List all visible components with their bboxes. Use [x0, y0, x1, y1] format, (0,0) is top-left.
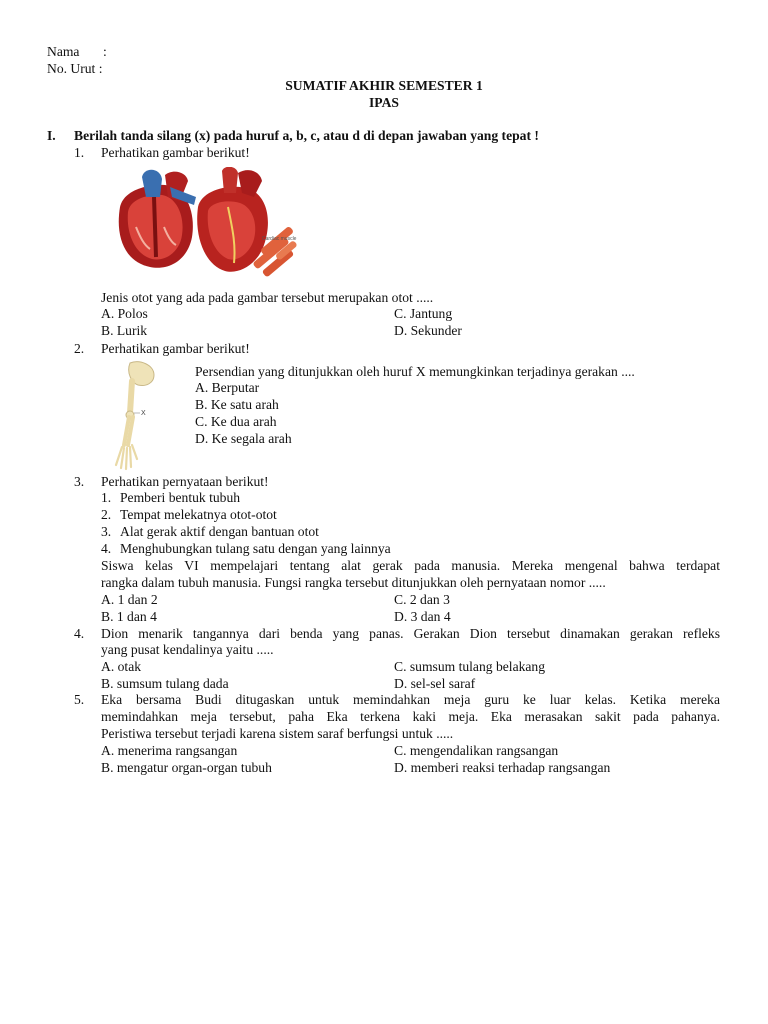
question-5-option-a: A. menerima rangsangan: [101, 743, 238, 758]
question-1-stem: Jenis otot yang ada pada gambar tersebut merupakan otot .....: [101, 290, 434, 305]
heart-illustration: [110, 167, 300, 285]
question-4-number: 4.: [74, 626, 85, 641]
question-5-option-b: B. mengatur organ-organ tubuh: [101, 760, 272, 775]
question-2-number: 2.: [74, 341, 85, 356]
question-1-number: 1.: [74, 145, 85, 160]
statement-4-number: 4.: [101, 541, 112, 556]
question-2-option-a: A. Berputar: [195, 380, 260, 395]
question-1-prompt: Perhatikan gambar berikut!: [101, 145, 250, 160]
question-3-option-a: A. 1 dan 2: [101, 592, 158, 607]
question-2-option-b: B. Ke satu arah: [195, 397, 279, 412]
question-4-stem-line-1: Dion menarik tangannya dari benda yang panas. Gerakan Dion tersebut dinamakan gerakan refleks: [101, 626, 720, 641]
question-2-option-d: D. Ke segala arah: [195, 431, 292, 446]
statement-3-text: Alat gerak aktif dengan bantuan otot: [120, 524, 319, 539]
question-3-prompt: Perhatikan pernyataan berikut!: [101, 474, 269, 489]
question-3-option-d: D. 3 dan 4: [394, 609, 451, 624]
arm-skeleton-illustration: [104, 359, 164, 471]
section-numeral: I.: [47, 128, 56, 143]
statement-2-number: 2.: [101, 507, 112, 522]
statement-3-number: 3.: [101, 524, 112, 539]
question-1-option-d: D. Sekunder: [394, 323, 462, 338]
question-3-option-c: C. 2 dan 3: [394, 592, 450, 607]
question-1-option-b: B. Lurik: [101, 323, 148, 338]
heart-exterior: [197, 167, 268, 272]
statement-4-text: Menghubungkan tulang satu dengan yang lainnya: [120, 541, 391, 556]
question-3-stem-line-2: rangka dalam tubuh manusia. Fungsi rangka tersebut ditunjukkan oleh pernyataan nomor .....: [101, 575, 606, 590]
heart-cross-section: [119, 170, 196, 268]
section-instruction: Berilah tanda silang (x) pada huruf a, b, c, atau d di depan jawaban yang tepat !: [74, 128, 539, 143]
question-5-stem-line-2: memindahkan meja tersebut, paha Eka terkena kaki meja. Eka merasakan sakit pada pahanya.: [101, 709, 720, 724]
question-5-stem-line-3: Peristiwa tersebut terjadi karena sistem saraf berfungsi untuk .....: [101, 726, 454, 741]
page-title: SUMATIF AKHIR SEMESTER 1: [285, 78, 483, 93]
statement-1-number: 1.: [101, 490, 112, 505]
question-5-number: 5.: [74, 692, 85, 707]
name-colon: :: [103, 44, 107, 59]
question-5-option-c: C. mengendalikan rangsangan: [394, 743, 559, 758]
question-3-option-b: B. 1 dan 4: [101, 609, 157, 624]
cardiac-muscle-caption: Cardiac muscle: [262, 236, 297, 242]
question-4-stem-line-2: yang pusat kendalinya yaitu .....: [101, 642, 274, 657]
number-label: No. Urut :: [47, 61, 103, 76]
question-4-option-a: A. otak: [101, 659, 142, 674]
question-5-stem-line-1: Eka bersama Budi ditugaskan untuk memindahkan meja guru ke luar kelas. Ketika mereka: [101, 692, 720, 707]
question-2-option-c: C. Ke dua arah: [195, 414, 277, 429]
question-4-option-b: B. sumsum tulang dada: [101, 676, 229, 691]
name-label: Nama: [47, 44, 80, 59]
joint-marker-x: X: [141, 410, 146, 417]
question-3-number: 3.: [74, 474, 85, 489]
question-2-prompt: Perhatikan gambar berikut!: [101, 341, 250, 356]
question-3-stem-line-1: Siswa kelas VI mempelajari tentang alat gerak pada manusia. Mereka mengenal bahwa terdapat: [101, 558, 720, 573]
question-4-option-c: C. sumsum tulang belakang: [394, 659, 546, 674]
question-2-stem: Persendian yang ditunjukkan oleh huruf X memungkinkan terjadinya gerakan ....: [195, 364, 635, 379]
question-1-option-a: A. Polos: [101, 306, 148, 321]
question-5-option-d: D. memberi reaksi terhadap rangsangan: [394, 760, 611, 775]
question-4-option-d: D. sel-sel saraf: [394, 676, 476, 691]
question-1-option-c: C. Jantung: [394, 306, 453, 321]
statement-2-text: Tempat melekatnya otot-otot: [120, 507, 277, 522]
statement-1-text: Pemberi bentuk tubuh: [120, 490, 241, 505]
subject-title: IPAS: [369, 95, 399, 110]
